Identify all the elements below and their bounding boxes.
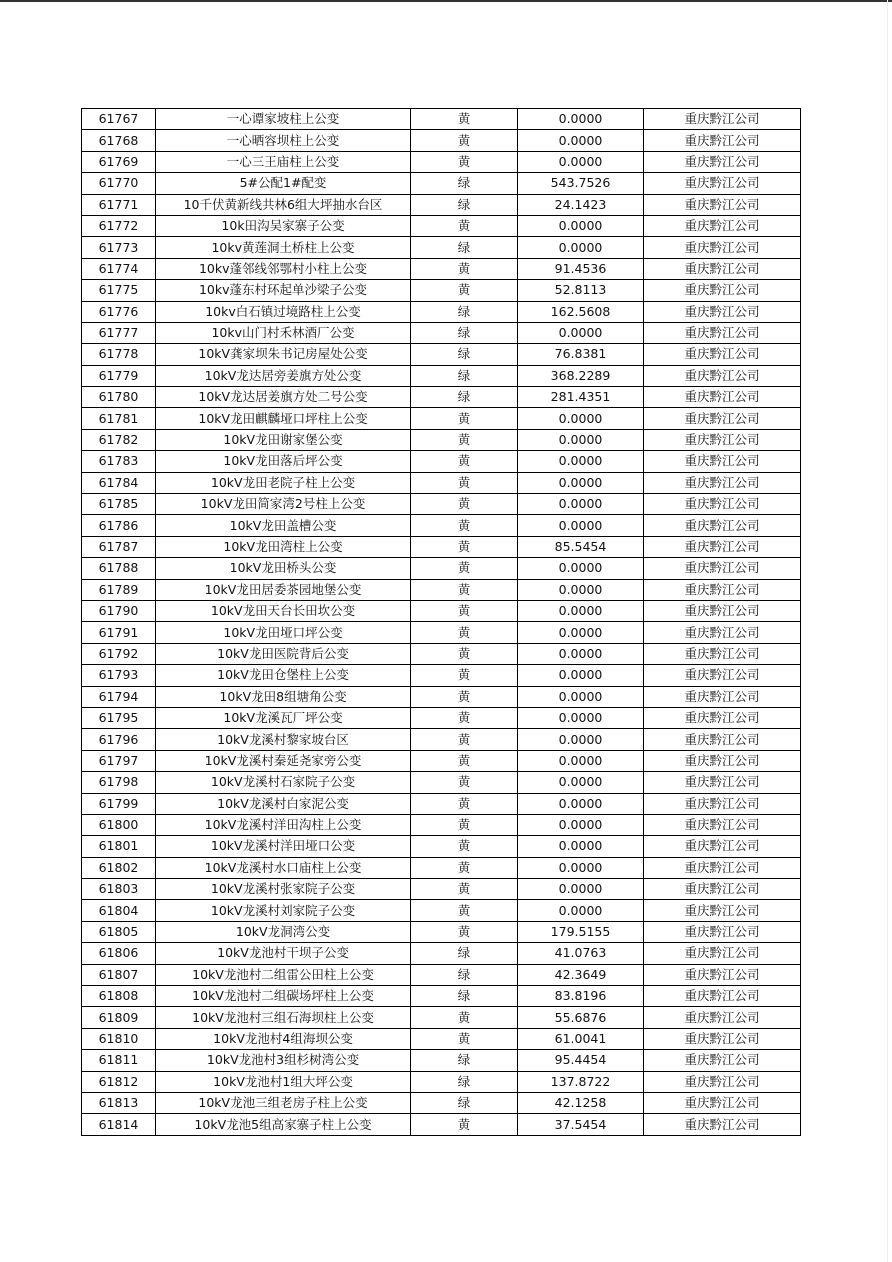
- transformer-name-cell: 10kV龙田落后坪公变: [156, 451, 411, 472]
- value-cell: 76.8381: [518, 344, 644, 365]
- company-cell: 重庆黔江公司: [644, 194, 801, 215]
- transformer-name-cell: 10k田沟吴家寨子公变: [156, 215, 411, 236]
- status-color-cell: 绿: [411, 194, 518, 215]
- company-cell: 重庆黔江公司: [644, 793, 801, 814]
- table-row: [82, 964, 801, 985]
- value-cell: 0.0000: [518, 451, 644, 472]
- table-row: [82, 472, 801, 493]
- status-color-cell: 绿: [411, 344, 518, 365]
- company-cell: 重庆黔江公司: [644, 515, 801, 536]
- row-id-cell: 61783: [82, 451, 156, 472]
- transformer-name-cell: 10kV龚家坝朱书记房屋处公变: [156, 344, 411, 365]
- status-color-cell: 黄: [411, 1028, 518, 1049]
- status-color-cell: 黄: [411, 258, 518, 279]
- value-cell: 0.0000: [518, 772, 644, 793]
- status-color-cell: 黄: [411, 408, 518, 429]
- table-row: [82, 1007, 801, 1028]
- status-color-cell: 绿: [411, 173, 518, 194]
- table-row: [82, 579, 801, 600]
- row-id-cell: 61814: [82, 1114, 156, 1135]
- value-cell: 0.0000: [518, 237, 644, 258]
- row-id-cell: 61767: [82, 109, 156, 130]
- company-cell: 重庆黔江公司: [644, 643, 801, 664]
- status-color-cell: 黄: [411, 836, 518, 857]
- transformer-name-cell: 10kV龙洞湾公变: [156, 921, 411, 942]
- row-id-cell: 61803: [82, 879, 156, 900]
- status-color-cell: 黄: [411, 729, 518, 750]
- value-cell: 0.0000: [518, 429, 644, 450]
- value-cell: 0.0000: [518, 836, 644, 857]
- table-row: [82, 151, 801, 172]
- value-cell: 52.8113: [518, 280, 644, 301]
- status-color-cell: 黄: [411, 472, 518, 493]
- table-row: [82, 857, 801, 878]
- table-row: [82, 558, 801, 579]
- company-cell: 重庆黔江公司: [644, 836, 801, 857]
- status-color-cell: 黄: [411, 707, 518, 728]
- company-cell: 重庆黔江公司: [644, 365, 801, 386]
- status-color-cell: 绿: [411, 1092, 518, 1113]
- status-color-cell: 绿: [411, 387, 518, 408]
- table-row: [82, 814, 801, 835]
- transformer-name-cell: 10kV龙池村二组雷公田柱上公变: [156, 964, 411, 985]
- status-color-cell: 黄: [411, 600, 518, 621]
- table-row: [82, 793, 801, 814]
- table-row: [82, 1114, 801, 1135]
- row-id-cell: 61770: [82, 173, 156, 194]
- company-cell: 重庆黔江公司: [644, 1050, 801, 1071]
- status-color-cell: 黄: [411, 1114, 518, 1135]
- page-top-border: [0, 0, 892, 2]
- row-id-cell: 61778: [82, 344, 156, 365]
- row-id-cell: 61777: [82, 322, 156, 343]
- transformer-name-cell: 10kV龙池村4组海坝公变: [156, 1028, 411, 1049]
- transformer-name-cell: 10kV龙田麒麟垭口坪柱上公变: [156, 408, 411, 429]
- value-cell: 85.5454: [518, 536, 644, 557]
- transformer-name-cell: 10kv黄莲洞土桥柱上公变: [156, 237, 411, 258]
- value-cell: 61.0041: [518, 1028, 644, 1049]
- value-cell: 0.0000: [518, 558, 644, 579]
- status-color-cell: 黄: [411, 686, 518, 707]
- transformer-name-cell: 10kV龙溪村刘家院子公变: [156, 900, 411, 921]
- table-row: [82, 237, 801, 258]
- value-cell: 37.5454: [518, 1114, 644, 1135]
- table-row: [82, 387, 801, 408]
- value-cell: 0.0000: [518, 322, 644, 343]
- transformer-name-cell: 10kV龙达居旁姜旗方处公变: [156, 365, 411, 386]
- company-cell: 重庆黔江公司: [644, 1092, 801, 1113]
- transformer-name-cell: 10kV龙溪村洋田沟柱上公变: [156, 814, 411, 835]
- transformer-table: [81, 108, 801, 1136]
- row-id-cell: 61799: [82, 793, 156, 814]
- value-cell: 91.4536: [518, 258, 644, 279]
- company-cell: 重庆黔江公司: [644, 921, 801, 942]
- transformer-name-cell: 一心三王庙柱上公变: [156, 151, 411, 172]
- row-id-cell: 61775: [82, 280, 156, 301]
- table-row: [82, 707, 801, 728]
- status-color-cell: 黄: [411, 130, 518, 151]
- company-cell: 重庆黔江公司: [644, 130, 801, 151]
- status-color-cell: 黄: [411, 879, 518, 900]
- transformer-name-cell: 10kV龙田谢家堡公变: [156, 429, 411, 450]
- value-cell: 0.0000: [518, 729, 644, 750]
- status-color-cell: 黄: [411, 921, 518, 942]
- company-cell: 重庆黔江公司: [644, 301, 801, 322]
- row-id-cell: 61809: [82, 1007, 156, 1028]
- row-id-cell: 61769: [82, 151, 156, 172]
- value-cell: 24.1423: [518, 194, 644, 215]
- transformer-name-cell: 10kV龙田8组塘角公变: [156, 686, 411, 707]
- company-cell: 重庆黔江公司: [644, 408, 801, 429]
- table-row: [82, 344, 801, 365]
- row-id-cell: 61807: [82, 964, 156, 985]
- value-cell: 83.8196: [518, 986, 644, 1007]
- row-id-cell: 61789: [82, 579, 156, 600]
- table-row: [82, 921, 801, 942]
- status-color-cell: 黄: [411, 451, 518, 472]
- transformer-name-cell: 10kV龙田老院子柱上公变: [156, 472, 411, 493]
- row-id-cell: 61781: [82, 408, 156, 429]
- company-cell: 重庆黔江公司: [644, 986, 801, 1007]
- row-id-cell: 61810: [82, 1028, 156, 1049]
- value-cell: 0.0000: [518, 472, 644, 493]
- table-row: [82, 1071, 801, 1092]
- company-cell: 重庆黔江公司: [644, 1007, 801, 1028]
- value-cell: 0.0000: [518, 665, 644, 686]
- row-id-cell: 61787: [82, 536, 156, 557]
- status-color-cell: 绿: [411, 1071, 518, 1092]
- company-cell: 重庆黔江公司: [644, 750, 801, 771]
- value-cell: 281.4351: [518, 387, 644, 408]
- company-cell: 重庆黔江公司: [644, 772, 801, 793]
- row-id-cell: 61780: [82, 387, 156, 408]
- table-row: [82, 109, 801, 130]
- value-cell: 55.6876: [518, 1007, 644, 1028]
- row-id-cell: 61785: [82, 494, 156, 515]
- value-cell: 0.0000: [518, 622, 644, 643]
- table-row: [82, 729, 801, 750]
- transformer-name-cell: 10kV龙池村二组碳场坪柱上公变: [156, 986, 411, 1007]
- status-color-cell: 黄: [411, 665, 518, 686]
- row-id-cell: 61786: [82, 515, 156, 536]
- value-cell: 0.0000: [518, 750, 644, 771]
- status-color-cell: 黄: [411, 280, 518, 301]
- transformer-name-cell: 10kV龙池村3组杉树湾公变: [156, 1050, 411, 1071]
- value-cell: 42.3649: [518, 964, 644, 985]
- value-cell: 179.5155: [518, 921, 644, 942]
- table-row: [82, 451, 801, 472]
- row-id-cell: 61791: [82, 622, 156, 643]
- status-color-cell: 绿: [411, 322, 518, 343]
- company-cell: 重庆黔江公司: [644, 558, 801, 579]
- transformer-name-cell: 一心晒容坝柱上公变: [156, 130, 411, 151]
- table-row: [82, 365, 801, 386]
- company-cell: 重庆黔江公司: [644, 173, 801, 194]
- row-id-cell: 61772: [82, 215, 156, 236]
- table-row: [82, 130, 801, 151]
- table-row: [82, 622, 801, 643]
- transformer-name-cell: 10kV龙溪村水口庙柱上公变: [156, 857, 411, 878]
- row-id-cell: 61776: [82, 301, 156, 322]
- company-cell: 重庆黔江公司: [644, 579, 801, 600]
- table-row: [82, 750, 801, 771]
- company-cell: 重庆黔江公司: [644, 215, 801, 236]
- company-cell: 重庆黔江公司: [644, 109, 801, 130]
- table-row: [82, 836, 801, 857]
- row-id-cell: 61793: [82, 665, 156, 686]
- table-row: [82, 600, 801, 621]
- transformer-name-cell: 10kV龙溪村石家院子公变: [156, 772, 411, 793]
- row-id-cell: 61812: [82, 1071, 156, 1092]
- value-cell: 0.0000: [518, 857, 644, 878]
- table-row: [82, 879, 801, 900]
- transformer-name-cell: 10kV龙田医院背后公变: [156, 643, 411, 664]
- company-cell: 重庆黔江公司: [644, 600, 801, 621]
- company-cell: 重庆黔江公司: [644, 451, 801, 472]
- company-cell: 重庆黔江公司: [644, 665, 801, 686]
- company-cell: 重庆黔江公司: [644, 943, 801, 964]
- company-cell: 重庆黔江公司: [644, 429, 801, 450]
- value-cell: 0.0000: [518, 408, 644, 429]
- transformer-name-cell: 10kV龙田湾柱上公变: [156, 536, 411, 557]
- status-color-cell: 黄: [411, 215, 518, 236]
- transformer-name-cell: 5#公配1#配变: [156, 173, 411, 194]
- table-row: [82, 900, 801, 921]
- row-id-cell: 61773: [82, 237, 156, 258]
- table-row: [82, 1092, 801, 1113]
- company-cell: 重庆黔江公司: [644, 344, 801, 365]
- row-id-cell: 61779: [82, 365, 156, 386]
- status-color-cell: 绿: [411, 986, 518, 1007]
- value-cell: 0.0000: [518, 151, 644, 172]
- row-id-cell: 61794: [82, 686, 156, 707]
- status-color-cell: 黄: [411, 814, 518, 835]
- row-id-cell: 61796: [82, 729, 156, 750]
- table-row: [82, 536, 801, 557]
- value-cell: 42.1258: [518, 1092, 644, 1113]
- value-cell: 41.0763: [518, 943, 644, 964]
- company-cell: 重庆黔江公司: [644, 686, 801, 707]
- table-row: [82, 665, 801, 686]
- table-row: [82, 643, 801, 664]
- status-color-cell: 黄: [411, 151, 518, 172]
- value-cell: 0.0000: [518, 494, 644, 515]
- transformer-name-cell: 10kV龙田简家湾2号柱上公变: [156, 494, 411, 515]
- table-row: [82, 322, 801, 343]
- row-id-cell: 61782: [82, 429, 156, 450]
- table-row: [82, 429, 801, 450]
- transformer-name-cell: 10kV龙田桥头公变: [156, 558, 411, 579]
- company-cell: 重庆黔江公司: [644, 322, 801, 343]
- status-color-cell: 绿: [411, 301, 518, 322]
- row-id-cell: 61798: [82, 772, 156, 793]
- transformer-name-cell: 10kv山门村禾林酒厂公变: [156, 322, 411, 343]
- status-color-cell: 黄: [411, 536, 518, 557]
- status-color-cell: 绿: [411, 1050, 518, 1071]
- company-cell: 重庆黔江公司: [644, 1114, 801, 1135]
- table-row: [82, 301, 801, 322]
- transformer-name-cell: 10kV龙溪村洋田垭口公变: [156, 836, 411, 857]
- transformer-name-cell: 10kV龙溪村黎家坡台区: [156, 729, 411, 750]
- transformer-name-cell: 10kv蓬邻线邻鄂村小柱上公变: [156, 258, 411, 279]
- status-color-cell: 黄: [411, 750, 518, 771]
- transformer-name-cell: 10kV龙田垭口坪公变: [156, 622, 411, 643]
- status-color-cell: 黄: [411, 643, 518, 664]
- table-row: [82, 772, 801, 793]
- transformer-name-cell: 10kV龙池村1组大坪公变: [156, 1071, 411, 1092]
- value-cell: 0.0000: [518, 707, 644, 728]
- status-color-cell: 黄: [411, 429, 518, 450]
- table-row: [82, 943, 801, 964]
- company-cell: 重庆黔江公司: [644, 900, 801, 921]
- status-color-cell: 黄: [411, 1007, 518, 1028]
- company-cell: 重庆黔江公司: [644, 879, 801, 900]
- table-row: [82, 408, 801, 429]
- transformer-name-cell: 10kV龙池5组高家寨子柱上公变: [156, 1114, 411, 1135]
- status-color-cell: 黄: [411, 622, 518, 643]
- transformer-name-cell: 10kV龙溪村秦延尧家旁公变: [156, 750, 411, 771]
- transformer-name-cell: 10kV龙池三组老房子柱上公变: [156, 1092, 411, 1113]
- row-id-cell: 61811: [82, 1050, 156, 1071]
- row-id-cell: 61801: [82, 836, 156, 857]
- transformer-name-cell: 10kV龙溪村张家院子公变: [156, 879, 411, 900]
- transformer-name-cell: 一心谭家坡柱上公变: [156, 109, 411, 130]
- company-cell: 重庆黔江公司: [644, 387, 801, 408]
- row-id-cell: 61792: [82, 643, 156, 664]
- company-cell: 重庆黔江公司: [644, 151, 801, 172]
- transformer-name-cell: 10kv蓬东村环起单沙梁子公变: [156, 280, 411, 301]
- value-cell: 0.0000: [518, 579, 644, 600]
- value-cell: 0.0000: [518, 515, 644, 536]
- table-row: [82, 1050, 801, 1071]
- transformer-name-cell: 10kV龙溪瓦厂坪公变: [156, 707, 411, 728]
- status-color-cell: 黄: [411, 579, 518, 600]
- value-cell: 0.0000: [518, 130, 644, 151]
- row-id-cell: 61768: [82, 130, 156, 151]
- transformer-name-cell: 10kV龙田天台长田坎公变: [156, 600, 411, 621]
- status-color-cell: 黄: [411, 515, 518, 536]
- row-id-cell: 61790: [82, 600, 156, 621]
- company-cell: 重庆黔江公司: [644, 258, 801, 279]
- status-color-cell: 绿: [411, 964, 518, 985]
- table-row: [82, 686, 801, 707]
- company-cell: 重庆黔江公司: [644, 814, 801, 835]
- table-row: [82, 280, 801, 301]
- company-cell: 重庆黔江公司: [644, 494, 801, 515]
- status-color-cell: 黄: [411, 494, 518, 515]
- transformer-name-cell: 10kv白石镇过境路柱上公变: [156, 301, 411, 322]
- row-id-cell: 61797: [82, 750, 156, 771]
- value-cell: 95.4454: [518, 1050, 644, 1071]
- company-cell: 重庆黔江公司: [644, 622, 801, 643]
- value-cell: 0.0000: [518, 814, 644, 835]
- transformer-name-cell: 10千伏黄新线共林6组大坪抽水台区: [156, 194, 411, 215]
- row-id-cell: 61805: [82, 921, 156, 942]
- row-id-cell: 61813: [82, 1092, 156, 1113]
- row-id-cell: 61806: [82, 943, 156, 964]
- status-color-cell: 绿: [411, 365, 518, 386]
- row-id-cell: 61788: [82, 558, 156, 579]
- company-cell: 重庆黔江公司: [644, 964, 801, 985]
- value-cell: 0.0000: [518, 879, 644, 900]
- transformer-name-cell: 10kV龙田盖槽公变: [156, 515, 411, 536]
- company-cell: 重庆黔江公司: [644, 237, 801, 258]
- row-id-cell: 61800: [82, 814, 156, 835]
- value-cell: 543.7526: [518, 173, 644, 194]
- value-cell: 0.0000: [518, 215, 644, 236]
- company-cell: 重庆黔江公司: [644, 536, 801, 557]
- row-id-cell: 61802: [82, 857, 156, 878]
- value-cell: 162.5608: [518, 301, 644, 322]
- table-row: [82, 1028, 801, 1049]
- table-row: [82, 258, 801, 279]
- table-row: [82, 194, 801, 215]
- company-cell: 重庆黔江公司: [644, 1028, 801, 1049]
- row-id-cell: 61808: [82, 986, 156, 1007]
- row-id-cell: 61774: [82, 258, 156, 279]
- page-right-edge: [887, 0, 888, 1262]
- value-cell: 0.0000: [518, 900, 644, 921]
- transformer-name-cell: 10kV龙池村干坝子公变: [156, 943, 411, 964]
- table-row: [82, 173, 801, 194]
- table-row: [82, 494, 801, 515]
- value-cell: 368.2289: [518, 365, 644, 386]
- table-row: [82, 515, 801, 536]
- row-id-cell: 61795: [82, 707, 156, 728]
- status-color-cell: 黄: [411, 772, 518, 793]
- transformer-name-cell: 10kV龙池村三组石海坝柱上公变: [156, 1007, 411, 1028]
- transformer-name-cell: 10kV龙田仓堡柱上公变: [156, 665, 411, 686]
- company-cell: 重庆黔江公司: [644, 472, 801, 493]
- status-color-cell: 绿: [411, 943, 518, 964]
- transformer-name-cell: 10kV龙溪村白家泥公变: [156, 793, 411, 814]
- row-id-cell: 61804: [82, 900, 156, 921]
- company-cell: 重庆黔江公司: [644, 857, 801, 878]
- value-cell: 0.0000: [518, 643, 644, 664]
- row-id-cell: 61784: [82, 472, 156, 493]
- value-cell: 0.0000: [518, 600, 644, 621]
- value-cell: 0.0000: [518, 686, 644, 707]
- value-cell: 0.0000: [518, 109, 644, 130]
- company-cell: 重庆黔江公司: [644, 707, 801, 728]
- value-cell: 137.8722: [518, 1071, 644, 1092]
- status-color-cell: 黄: [411, 558, 518, 579]
- status-color-cell: 黄: [411, 793, 518, 814]
- company-cell: 重庆黔江公司: [644, 1071, 801, 1092]
- status-color-cell: 黄: [411, 857, 518, 878]
- table-row: [82, 986, 801, 1007]
- status-color-cell: 黄: [411, 109, 518, 130]
- transformer-name-cell: 10kV龙田居委茶园地堡公变: [156, 579, 411, 600]
- table-row: [82, 215, 801, 236]
- company-cell: 重庆黔江公司: [644, 280, 801, 301]
- row-id-cell: 61771: [82, 194, 156, 215]
- company-cell: 重庆黔江公司: [644, 729, 801, 750]
- transformer-name-cell: 10kV龙达居姜旗方处二号公变: [156, 387, 411, 408]
- value-cell: 0.0000: [518, 793, 644, 814]
- status-color-cell: 绿: [411, 237, 518, 258]
- status-color-cell: 黄: [411, 900, 518, 921]
